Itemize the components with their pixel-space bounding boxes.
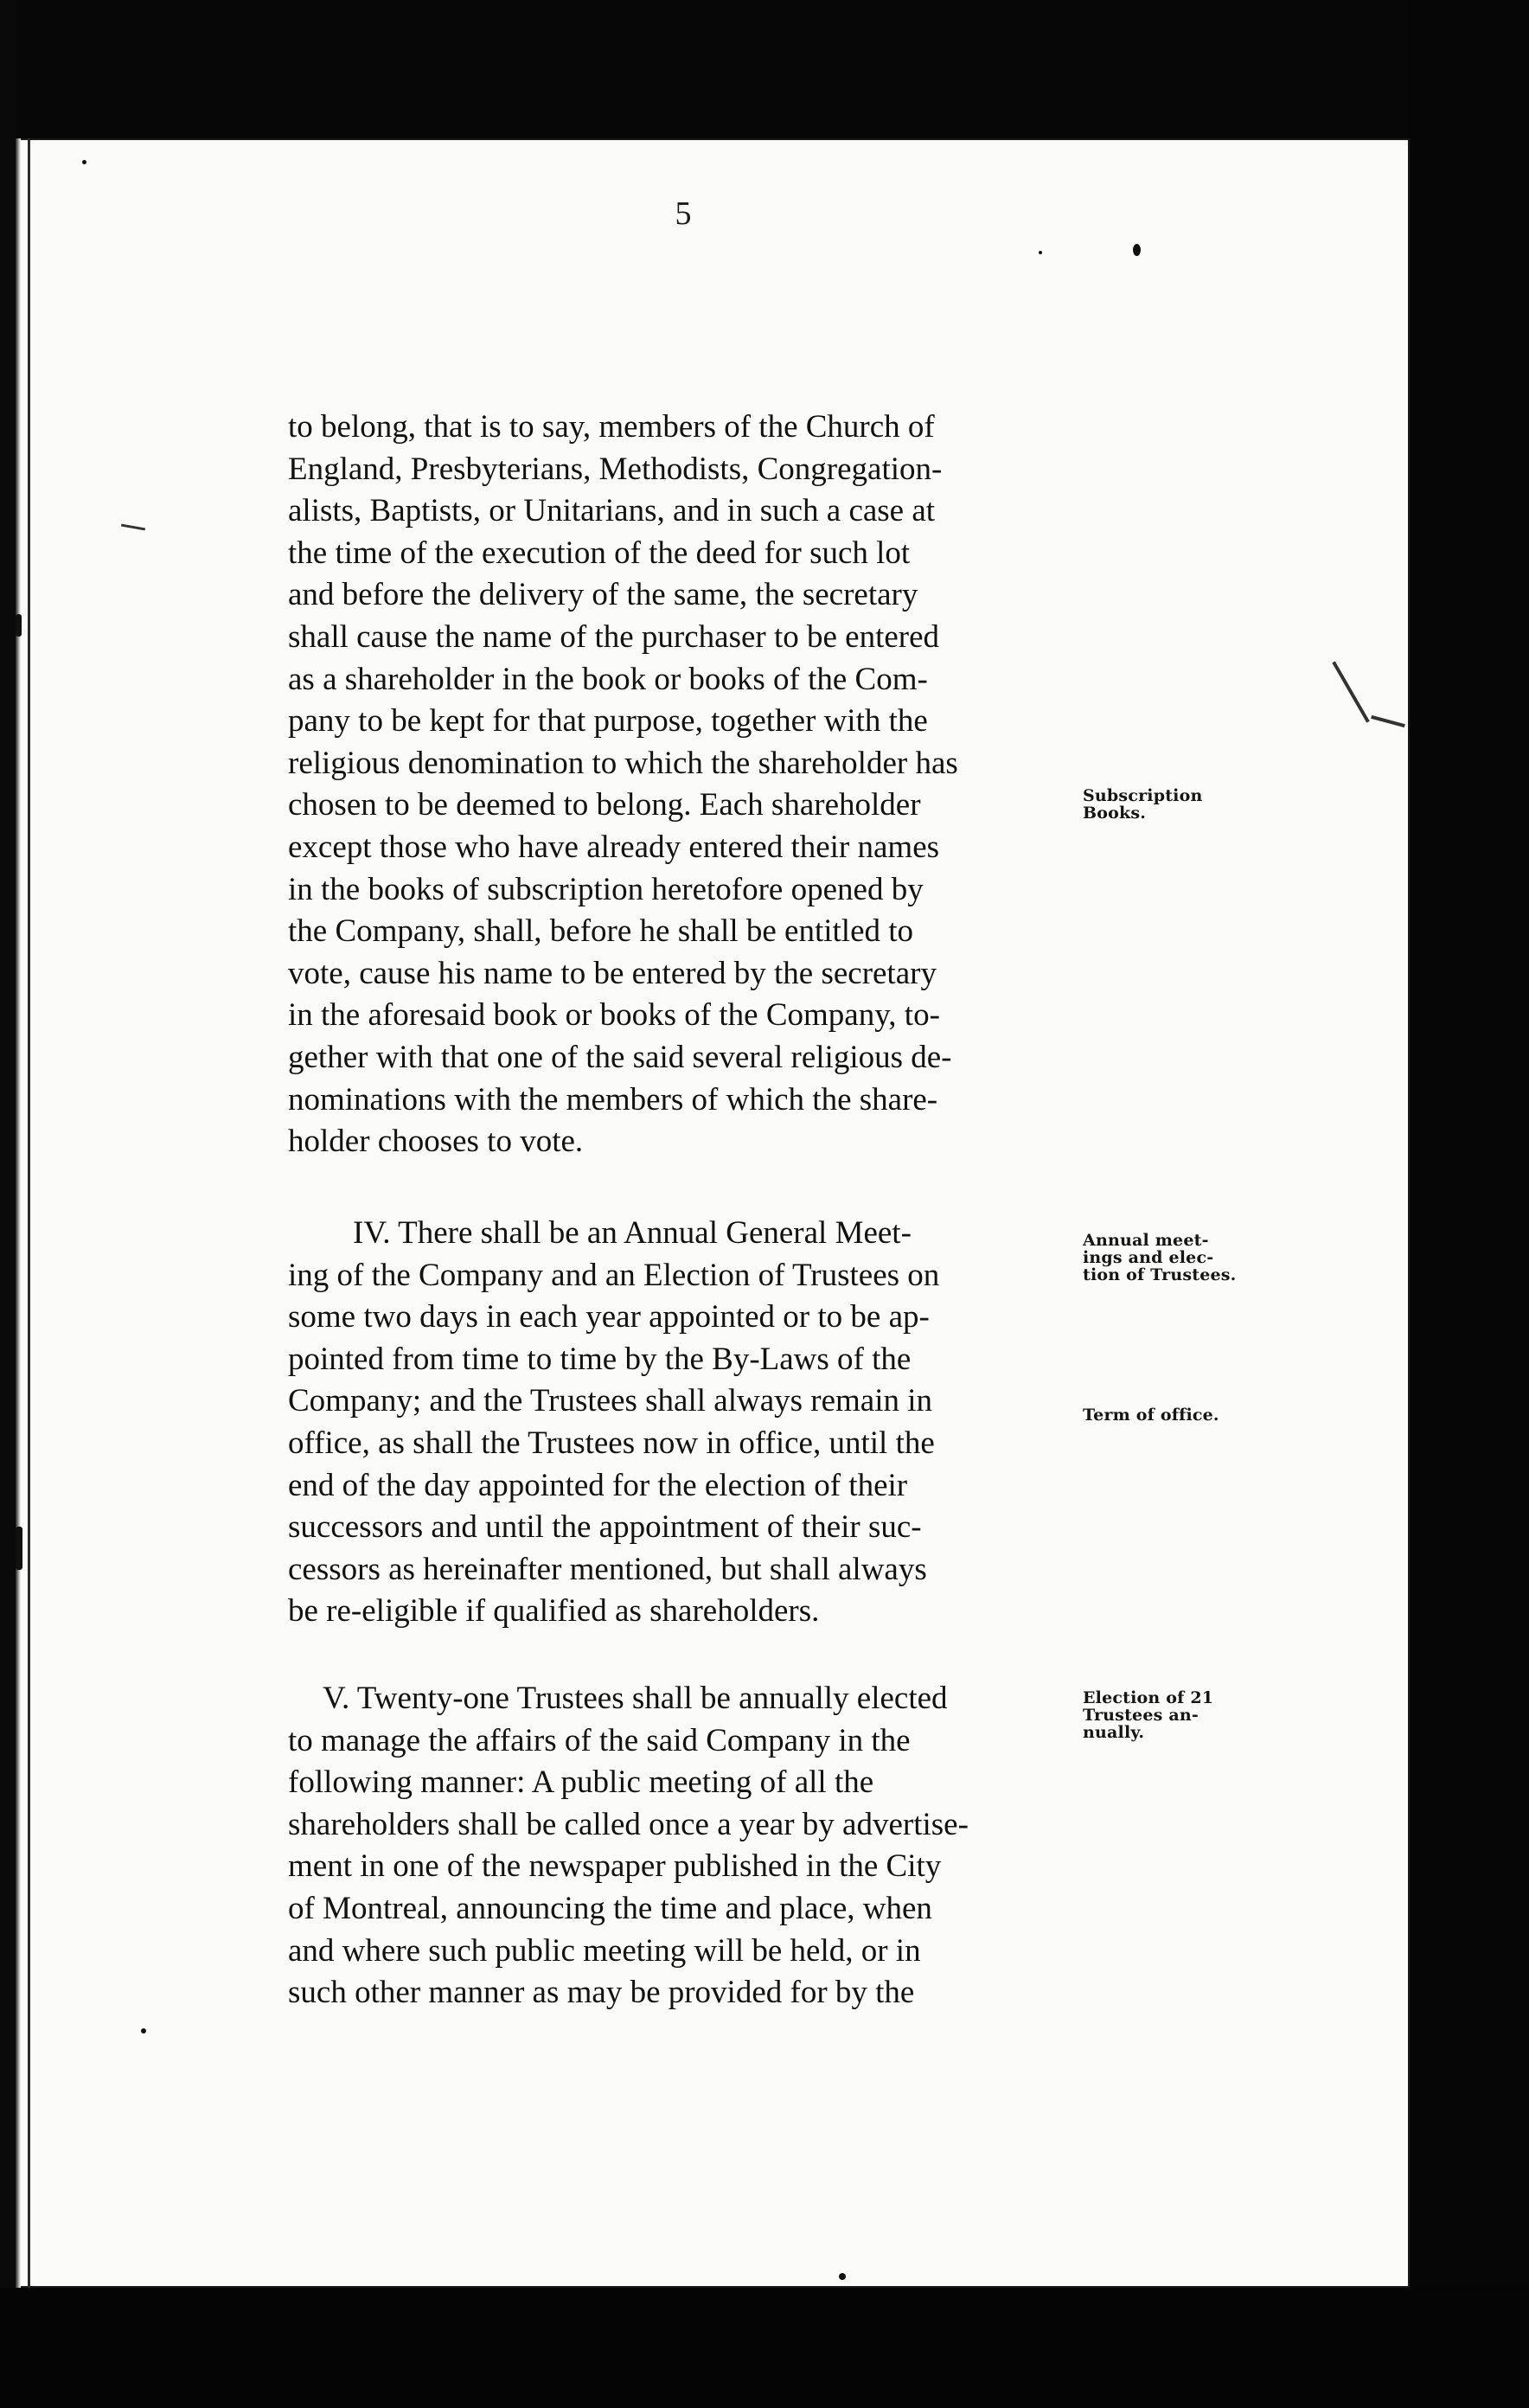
text-line: Company; and the Trustees shall always remain in	[288, 1383, 933, 1419]
text-line: in the aforesaid book or books of the Company, to-	[288, 997, 940, 1034]
text-line: and before the delivery of the same, the secretary	[288, 577, 918, 613]
scan-border-bottom	[0, 2288, 1529, 2408]
margin-note-line: Subscription	[1083, 786, 1203, 805]
paragraph-continuation	[288, 407, 1077, 1163]
section-v-paragraph	[288, 1678, 1077, 2014]
text-line: alists, Baptists, or Unitarians, and in such a case at	[288, 493, 936, 529]
scan-speck	[141, 2028, 146, 2033]
text-line: pany to be kept for that purpose, together with the	[288, 703, 928, 740]
text-line: in the books of subscription heretofore opened by	[288, 871, 924, 907]
scan-speck	[16, 1527, 22, 1570]
text-line: IV. There shall be an Annual General Meet-	[353, 1215, 912, 1251]
text-line: the Company, shall, before he shall be entitled to	[288, 913, 914, 950]
text-line: vote, cause his name to be entered by the secretary	[288, 955, 937, 991]
scan-speck	[82, 160, 86, 164]
scan-border-top	[0, 0, 1529, 138]
text-line: following manner: A public meeting of all the	[288, 1764, 874, 1801]
margin-note-line: nually.	[1083, 1723, 1145, 1742]
text-line: some two days in each year appointed or to be ap-	[288, 1299, 930, 1335]
text-line: pointed from time to time by the By-Laws of the	[288, 1341, 912, 1377]
text-line: except those who have already entered their names	[288, 829, 940, 865]
margin-note-line: Term of office.	[1083, 1406, 1219, 1425]
text-line: to manage the affairs of the said Company in the	[288, 1722, 911, 1758]
text-line: as a shareholder in the book or books of the Com-	[288, 661, 928, 697]
margin-note-line: Trustees an-	[1083, 1706, 1199, 1725]
margin-note-term-of-office	[1083, 1406, 1264, 1424]
margin-note-annual-meetings	[1083, 1232, 1264, 1284]
text-line: to belong, that is to say, members of the Church of	[288, 409, 935, 445]
scan-speck	[1039, 251, 1042, 254]
text-line: and where such public meeting will be held, or in	[288, 1932, 921, 1969]
text-line: of Montreal, announcing the time and place, when	[288, 1890, 932, 1926]
text-line: successors and until the appointment of their suc-	[288, 1509, 922, 1546]
text-line: ing of the Company and an Election of Trustees on	[288, 1257, 940, 1293]
text-line: shareholders shall be called once a year by advertise-	[288, 1806, 969, 1842]
text-line: end of the day appointed for the election of their	[288, 1467, 908, 1503]
margin-note-line: Annual meet-	[1083, 1231, 1209, 1250]
text-line: office, as shall the Trustees now in office, until the	[288, 1425, 935, 1461]
text-line: nominations with the members of which the share-	[288, 1081, 938, 1118]
margin-note-line: tion of Trustees.	[1083, 1265, 1237, 1284]
text-line: religious denomination to which the shareholder has	[288, 745, 958, 781]
text-line: gether with that one of the said several religious de-	[288, 1039, 952, 1075]
margin-note-line: Books.	[1083, 804, 1147, 823]
text-line: such other manner as may be provided for by the	[288, 1975, 915, 2011]
margin-note-election-of-trustees	[1083, 1689, 1264, 1741]
text-line: be re-eligible if qualified as shareholders.	[288, 1593, 820, 1630]
text-line: chosen to be deemed to belong. Each shareholder	[288, 787, 921, 823]
margin-note-subscription-books	[1083, 787, 1264, 822]
text-line: the time of the execution of the deed for such lot	[288, 535, 911, 571]
page-gutter-line	[28, 138, 30, 2288]
text-line: V. Twenty-one Trustees shall be annually elected	[323, 1681, 948, 1716]
margin-note-line: Election of 21	[1083, 1688, 1214, 1707]
text-line: ment in one of the newspaper published in the City	[288, 1848, 942, 1885]
scan-speck	[839, 2273, 846, 2280]
scan-border-left	[0, 0, 16, 2408]
scan-border-right	[1410, 0, 1529, 2408]
text-line: England, Presbyterians, Methodists, Congregation-	[288, 451, 943, 487]
text-line: shall cause the name of the purchaser to be entered	[288, 618, 940, 655]
section-iv-paragraph	[288, 1213, 1077, 1633]
page-number: 5	[675, 195, 692, 232]
text-line: holder chooses to vote.	[288, 1124, 584, 1160]
margin-note-line: ings and elec-	[1083, 1248, 1214, 1267]
text-line: cessors as hereinafter mentioned, but shall always	[288, 1551, 927, 1587]
scan-speck	[1133, 244, 1141, 256]
scan-speck	[16, 614, 22, 637]
